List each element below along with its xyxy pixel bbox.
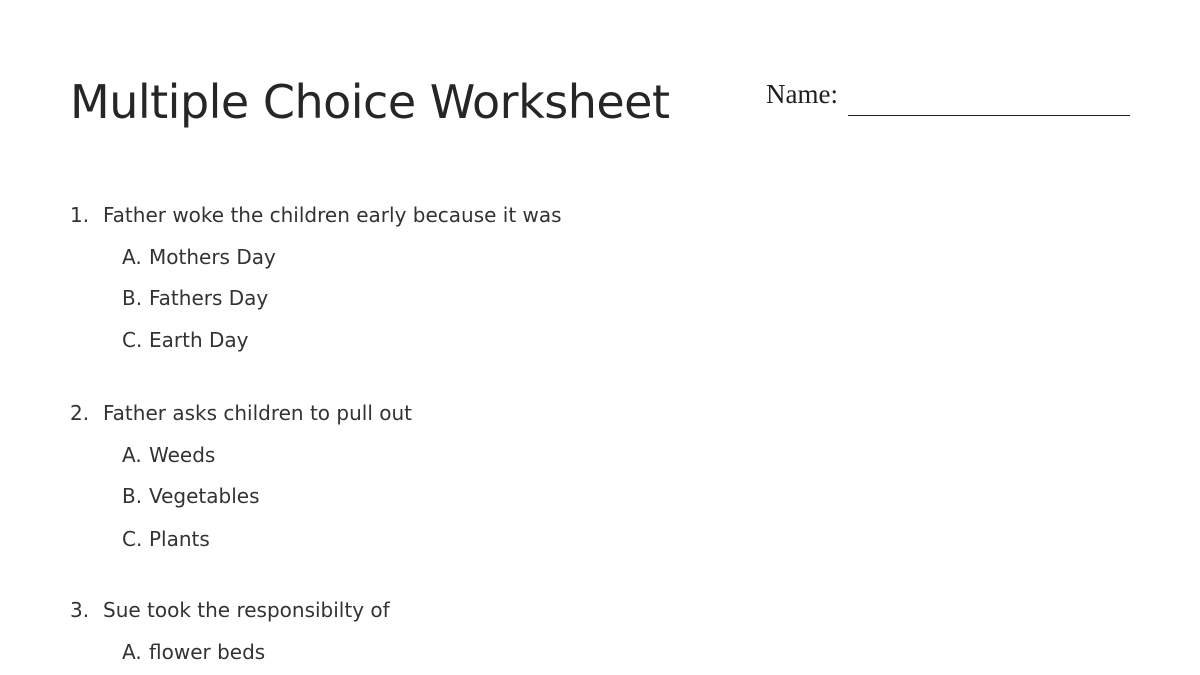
question-prompt: Sue took the responsibilty of xyxy=(103,598,390,622)
choice-letter: A. xyxy=(122,245,142,269)
choice-text: Vegetables xyxy=(149,484,260,508)
question-2-choice-a xyxy=(122,441,215,469)
choice-text: Earth Day xyxy=(149,328,249,352)
choice-letter: A. xyxy=(122,443,142,467)
choice-letter: B. xyxy=(122,286,143,310)
question-1-text xyxy=(70,201,562,229)
question-2-text xyxy=(70,399,412,427)
choice-letter: C. xyxy=(122,328,143,352)
question-1-choice-c xyxy=(122,326,248,354)
choice-text: Fathers Day xyxy=(149,286,269,310)
question-3-text xyxy=(70,596,390,624)
question-number: 1. xyxy=(70,203,90,227)
choice-text: Plants xyxy=(149,527,210,551)
question-prompt: Father woke the children early because it was xyxy=(103,203,562,227)
choice-letter: C. xyxy=(122,527,143,551)
question-3-choice-a xyxy=(122,638,265,666)
worksheet-title: Multiple Choice Worksheet xyxy=(70,75,670,129)
choice-text: Mothers Day xyxy=(149,245,276,269)
question-1-choice-a xyxy=(122,243,276,271)
choice-text: Weeds xyxy=(149,443,216,467)
choice-letter: B. xyxy=(122,484,143,508)
question-2-choice-b xyxy=(122,482,260,510)
question-2-choice-c xyxy=(122,525,210,553)
question-number: 3. xyxy=(70,598,90,622)
question-number: 2. xyxy=(70,401,90,425)
name-label: Name: xyxy=(766,79,838,109)
question-1-choice-b xyxy=(122,284,268,312)
choice-text: flower beds xyxy=(149,640,266,664)
choice-letter: A. xyxy=(122,640,142,664)
question-prompt: Father asks children to pull out xyxy=(103,401,412,425)
